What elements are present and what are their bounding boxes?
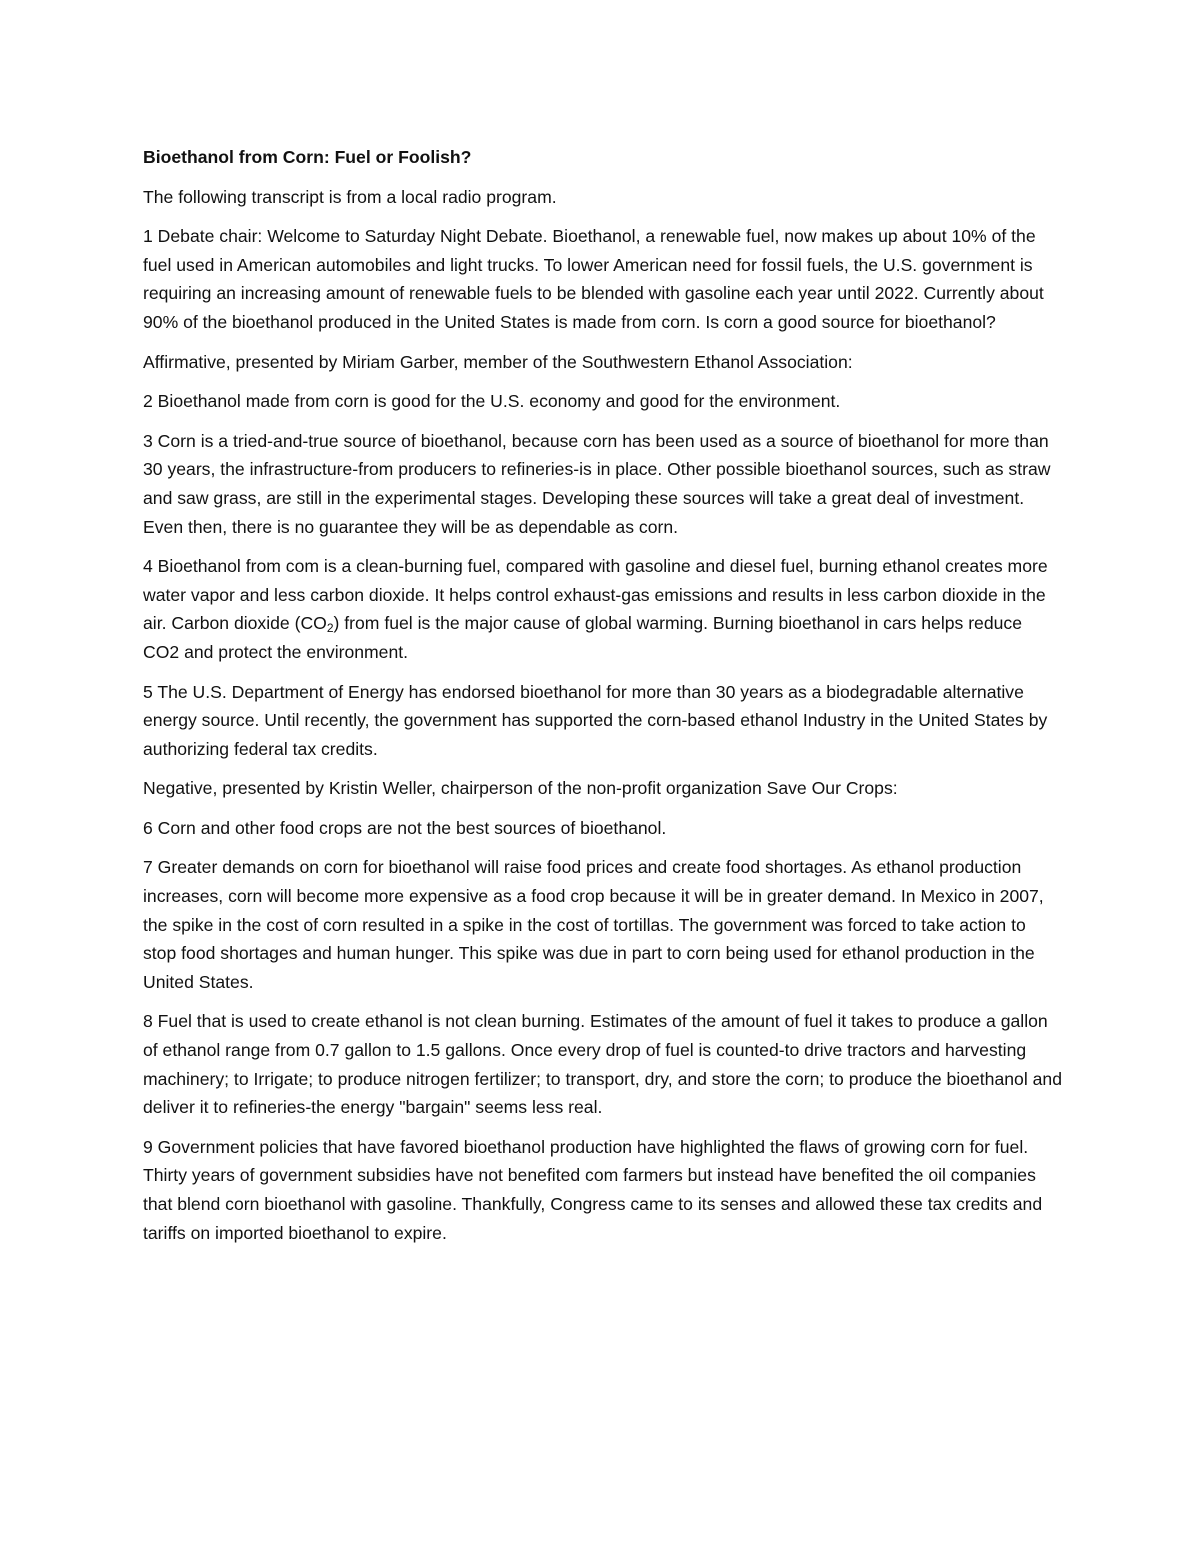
paragraph-4 <box>143 552 1063 666</box>
paragraph-4-text-b: ) from fuel is the major cause of global warming. Burning bioethanol in cars helps reduce CO2 and protect the environment. <box>143 613 1022 662</box>
affirmative-heading: Affirmative, presented by Miriam Garber, member of the Southwestern Ethanol Association: <box>143 351 853 372</box>
intro-paragraph: The following transcript is from a local radio program. <box>143 186 557 207</box>
paragraph-6: 6 Corn and other food crops are not the best sources of bioethanol. <box>143 817 667 838</box>
paragraph-8: 8 Fuel that is used to create ethanol is not clean burning. Estimates of the amount of fuel it takes to produce a gallon of ethanol range from 0.7 gallon to 1.5 gallons. Once every drop of fuel is counted-to drive tractors and harvesting machinery; to Irrigate; to produce nitrogen fertilizer; to transport, dry, and store the corn; to produce the bioethanol and deliver it to refineries-the energy "bargain" seems less real. <box>143 1011 1062 1118</box>
paragraph-2: 2 Bioethanol made from corn is good for the U.S. economy and good for the environment. <box>143 391 841 412</box>
paragraph-1: 1 Debate chair: Welcome to Saturday Night Debate. Bioethanol, a renewable fuel, now makes up about 10% of the fuel used in American automobiles and light trucks. To lower American need for fossil fuels, the U.S. government is requiring an increasing amount of renewable fuels to be blended with gasoline each year until 2022. Currently about 90% of the bioethanol produced in the United States is made from corn. Is corn a good source for bioethanol? <box>143 226 1044 332</box>
paragraph-7: 7 Greater demands on corn for bioethanol will raise food prices and create food shortages. As ethanol production increases, corn will become more expensive as a food crop because it will be in greater demand. In Mexico in 2007, the spike in the cost of corn resulted in a spike in the cost of tortillas. The government was forced to take action to stop food shortages and human hunger. This spike was due in part to corn being used for ethanol production in the United States. <box>143 857 1044 992</box>
paragraph-3: 3 Corn is a tried-and-true source of bioethanol, because corn has been used as a source of bioethanol for more than 30 years, the infrastructure-from producers to refineries-is in place. Other possible bioethanol sources, such as straw and saw grass, are still in the experimental stages. Developing these sources will take a great deal of investment. Even then, there is no guarantee they will be as dependable as corn. <box>143 430 1051 537</box>
paragraph-4-text-a: 4 Bioethanol from com is a clean-burning fuel, compared with gasoline and diesel fuel, burning ethanol creates more water vapor and less carbon dioxide. It helps control exhaust-gas emissions and results in less carbon dioxide in the air. Carbon dioxide (CO <box>143 556 1048 634</box>
document-body <box>143 143 1063 1258</box>
paragraph-5: 5 The U.S. Department of Energy has endorsed bioethanol for more than 30 years as a biodegradable alternative energy source. Until recently, the government has supported the corn-based ethanol Industry in the United States by authorizing federal tax credits. <box>143 681 1048 759</box>
paragraph-9: 9 Government policies that have favored bioethanol production have highlighted the flaws of growing corn for fuel. Thirty years of government subsidies have not benefited com farmers but instead have benefited the oil companies that blend corn bioethanol with gasoline. Thankfully, Congress came to its senses and allowed these tax credits and tariffs on imported bioethanol to expire. <box>143 1136 1043 1243</box>
document-title: Bioethanol from Corn: Fuel or Foolish? <box>143 147 472 167</box>
co2-subscript: 2 <box>326 621 334 636</box>
negative-heading: Negative, presented by Kristin Weller, chairperson of the non-profit organization Save Our Crops: <box>143 778 898 799</box>
